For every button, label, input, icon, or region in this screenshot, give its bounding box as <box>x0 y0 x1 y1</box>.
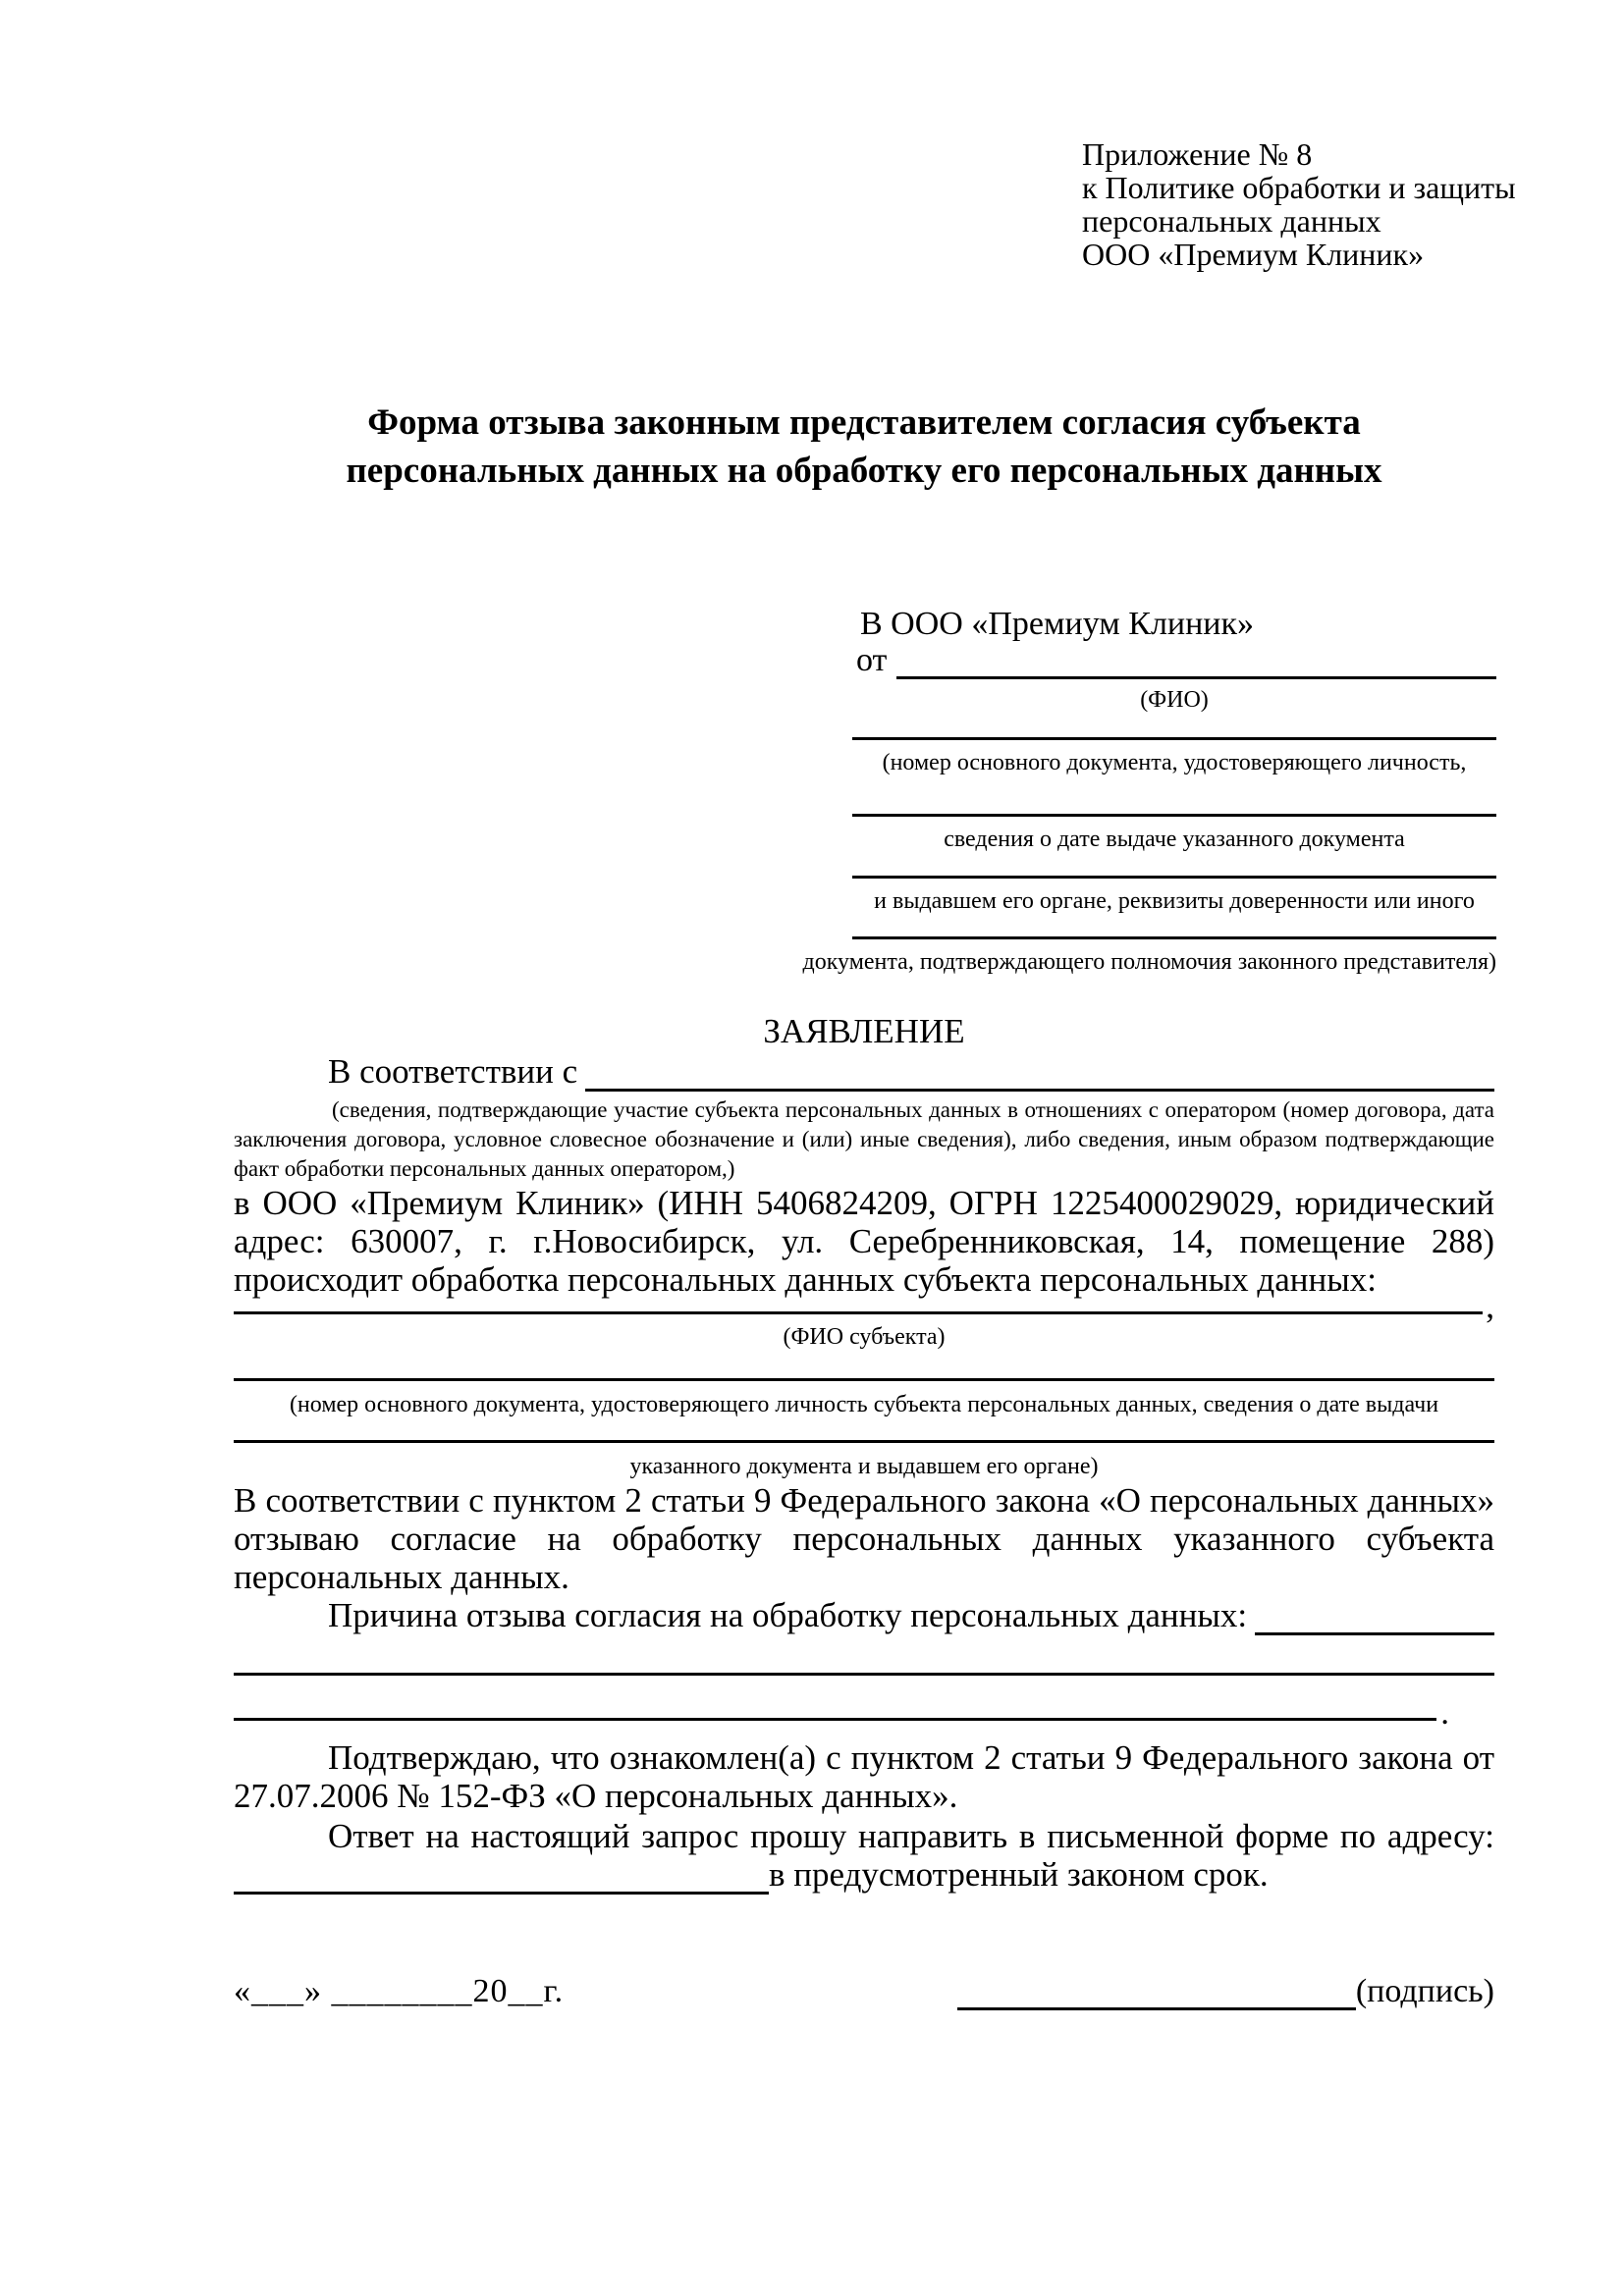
acknowledgement-paragraph: Подтверждаю, что ознакомлен(а) с пунктом 2 статьи 9 Федерального закона от 27.07.2006 № 152-ФЗ «О персональных данных». <box>234 1738 1494 1815</box>
reason-continuation-blank-line-2 <box>234 1692 1436 1721</box>
reply-address-row <box>234 1857 1494 1895</box>
issue-date-caption: сведения о дате выдаче указанного документа <box>944 827 1405 852</box>
operator-paragraph: в ООО «Премиум Клиник» (ИНН 5406824209, ОГРН 1225400029029, юридический адрес: 630007, г. г.Новосибирск, ул. Серебренниковская, 14, помещение 288) происходит обработка персональных данных субъекта персональных данных: <box>234 1184 1494 1299</box>
document-number-blank-line <box>852 737 1496 740</box>
appendix-line: персональных данных <box>1082 203 1381 239</box>
representative-authority-caption-holder <box>802 947 1496 977</box>
document-number-caption: (номер основного документа, удостоверяющего личность, <box>882 750 1467 775</box>
trailing-period: . <box>1440 1693 1449 1732</box>
reply-tail-text: в предусмотренный законом срок. <box>769 1855 1269 1894</box>
document-title <box>234 399 1494 495</box>
appendix-reference-block <box>1082 137 1516 271</box>
accordance-label: В соответствии с <box>328 1052 578 1091</box>
trailing-comma: , <box>1486 1287 1494 1325</box>
issuing-authority-blank-line <box>852 876 1496 879</box>
signature-caption: (подпись) <box>1355 1973 1494 2009</box>
signature-blank-line <box>957 1966 1356 2010</box>
accordance-blank-line <box>585 1053 1494 1092</box>
document-title-line: Форма отзыва законным представителем согласия субъекта <box>367 402 1361 443</box>
reason-blank-line <box>1255 1593 1494 1635</box>
from-row <box>852 644 1496 679</box>
fio-caption: (ФИО) <box>1140 687 1209 713</box>
statement-heading: ЗАЯВЛЕНИЕ <box>763 1012 965 1050</box>
subject-document-blank-line-2 <box>234 1440 1494 1443</box>
subject-fio-caption: (ФИО субъекта) <box>783 1324 946 1350</box>
accordance-row <box>234 1052 1494 1092</box>
reason-continuation-blank-line <box>234 1673 1494 1676</box>
withdrawal-paragraph: В соответствии с пунктом 2 статьи 9 Федерального закона «О персональных данных» отзываю согласие на обработку персональных данных указанного субъекта персональных данных. <box>234 1481 1494 1596</box>
recipient-organization: В ООО «Премиум Клиник» <box>860 606 1255 642</box>
document-title-line: персональных данных на обработку его персональных данных <box>346 451 1382 491</box>
appendix-line: к Политике обработки и защиты <box>1082 170 1516 205</box>
appendix-line: ООО «Премиум Клиник» <box>1082 237 1425 272</box>
issue-date-blank-line <box>852 814 1496 817</box>
statement-body <box>234 1011 1494 2010</box>
reason-continuation-row-2 <box>234 1693 1494 1732</box>
reason-label: Причина отзыва согласия на обработку персональных данных: <box>328 1596 1248 1634</box>
signature-group <box>957 1969 1494 2010</box>
subject-document-blank-line <box>234 1378 1494 1381</box>
representative-authority-caption: документа, подтверждающего полномочия законного представителя) <box>802 949 1496 975</box>
from-blank-line <box>896 641 1496 679</box>
accordance-note: (сведения, подтверждающие участие субъекта персональных данных в отношениях с оператором (номер договора, дата заключения договора, условное словесное обозначение и (или) иные сведения), либо сведения, иным образом подтверждающие факт обработки персональных данных оператором,) <box>234 1097 1494 1181</box>
issuing-authority-caption: и выдавшем его органе, реквизиты доверенности или иного <box>874 888 1475 914</box>
reply-request-paragraph: Ответ на настоящий запрос прошу направить в письменной форме по адресу: <box>328 1817 1494 1855</box>
subject-fio-blank-line <box>234 1296 1483 1314</box>
signoff-row <box>234 1969 1494 2010</box>
date-blank-line: «___» ________20__г. <box>234 1973 565 2009</box>
subject-fio-blank-row <box>234 1287 1494 1325</box>
from-label: от <box>856 642 888 678</box>
reason-row <box>234 1596 1494 1635</box>
representative-authority-blank-line <box>852 936 1496 939</box>
appendix-line: Приложение № 8 <box>1082 136 1313 172</box>
recipient-block <box>802 605 1496 977</box>
reply-address-blank-line <box>234 1854 769 1895</box>
subject-document-caption-1: (номер основного документа, удостоверяющего личность субъекта персональных данных, сведения о дате выдачи <box>289 1392 1439 1417</box>
subject-document-caption-2: указанного документа и выдавшем его органе) <box>629 1454 1099 1479</box>
